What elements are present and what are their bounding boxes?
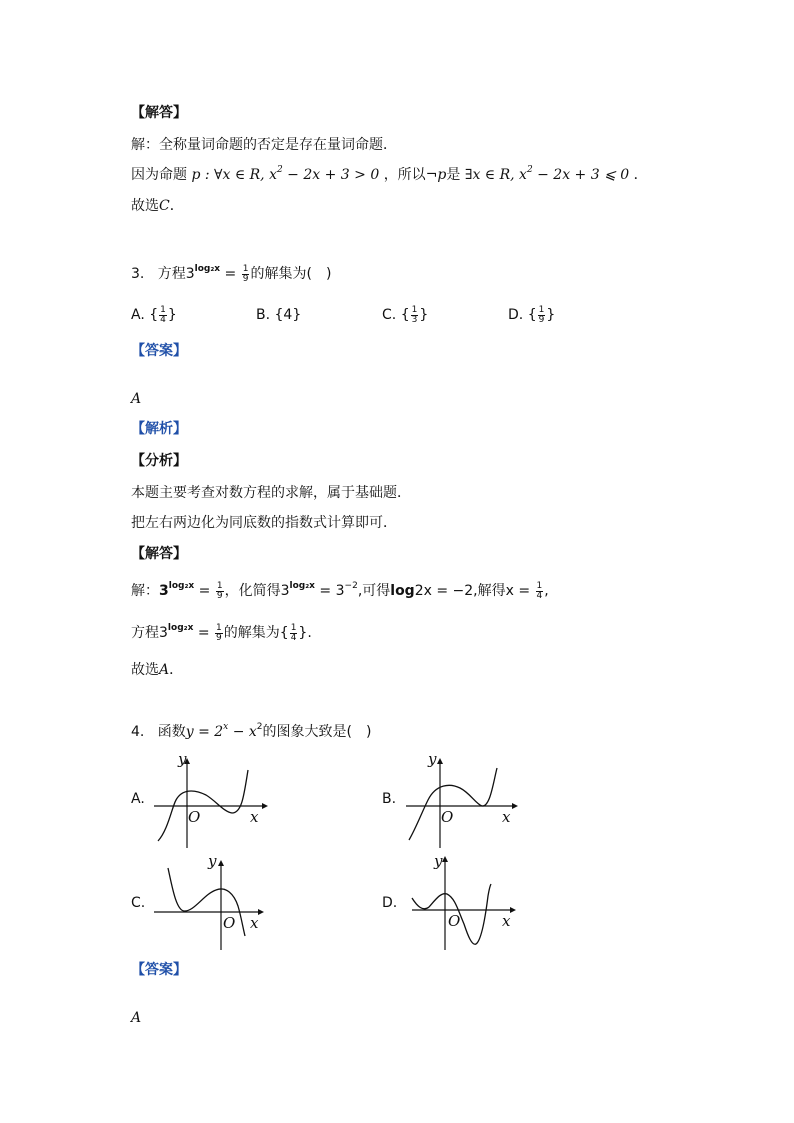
graph-d-y-label: y [434, 852, 443, 870]
graph-b [402, 750, 522, 850]
math-proposition-p: p : ∀x ∈ R, $x^2 - 2x + 3 > 0$ [191, 165, 380, 183]
text-mid: ，所以 [383, 167, 426, 183]
graph-c-origin-label: O [223, 914, 236, 932]
solution-line-1: 解：全称量词命题的否定是存在量词命题． [131, 137, 397, 153]
graph-d-origin-label: O [448, 912, 461, 930]
solution-choice-line: 故选A． [131, 662, 184, 678]
text-prefix: 因为命题 [131, 167, 187, 183]
choice-var: C [159, 198, 170, 214]
math-negation: ∃x ∈ R, $x^2 - 2x + 3$ ⩽ 0 [464, 165, 630, 183]
q4-answer-tag: 【答案】 [131, 962, 187, 978]
text-is: 是 [446, 167, 461, 183]
section-heading-solution: 【解答】 [131, 105, 187, 121]
question-number: 3. [131, 266, 145, 282]
graph-b-y-label: y [428, 750, 437, 768]
graph-b-origin-label: O [441, 808, 454, 826]
graph-a-x-label: x [250, 808, 259, 826]
answer-tag: 【答案】 [131, 343, 187, 359]
fenxi-tag: 【分析】 [131, 453, 187, 469]
graph-c [150, 852, 270, 952]
option-a: A. { $\frac{1}{4}$ } [131, 304, 177, 325]
solution-equation-line: 解：$3^{log_2x}$ = $\frac{1}{9}$ ，化简得$3^{log_2x} = 3^{-2}$,可得log2x = −2,解得x = $\frac{1}{4}$ , [131, 580, 549, 601]
option-c: C. { $\frac{1}{3}$ } [382, 304, 429, 325]
answer-value: A [131, 391, 142, 407]
graph-b-x-label: x [502, 808, 511, 826]
question-3-stem: 3. 方程$3^{log_2x}$ = $\frac{1}{9}$ 的解集为( ) [131, 263, 332, 284]
graph-c-x-label: x [250, 914, 259, 932]
solution-line-3: 故选C． [131, 198, 184, 214]
graph-d-label: D. [382, 895, 398, 911]
graph-b-label: B. [382, 791, 397, 807]
graph-a [150, 750, 270, 850]
solution-line-2 [131, 165, 648, 185]
graph-a-label: A. [131, 791, 145, 807]
jieda-tag: 【解答】 [131, 546, 187, 562]
math-neg-p: ¬p [425, 167, 447, 183]
analysis-tag: 【解析】 [131, 421, 187, 437]
option-d: D. { $\frac{1}{9}$ } [508, 304, 556, 325]
graph-c-y-label: y [208, 852, 217, 870]
graph-d-x-label: x [502, 912, 511, 930]
fenxi-line-1: 本题主要考查对数方程的求解，属于基础题． [131, 485, 411, 501]
graph-a-y-label: y [178, 750, 187, 768]
question-4-stem: 4. 函数$y = 2^x - x^2$的图象大致是( ) [131, 722, 372, 740]
graph-d [402, 852, 522, 952]
graph-c-label: C. [131, 895, 146, 911]
graph-a-origin-label: O [188, 808, 201, 826]
solution-set-line: 方程$3^{log_2x}$ = $\frac{1}{9}$ 的解集为{ $\frac{1}{4}$ }. [131, 622, 312, 643]
q4-answer-value: A [131, 1010, 142, 1026]
text-end: ． [633, 167, 648, 183]
question-number: 4. [131, 724, 145, 740]
option-b: B. {4} [256, 307, 302, 323]
fenxi-line-2: 把左右两边化为同底数的指数式计算即可． [131, 515, 397, 531]
